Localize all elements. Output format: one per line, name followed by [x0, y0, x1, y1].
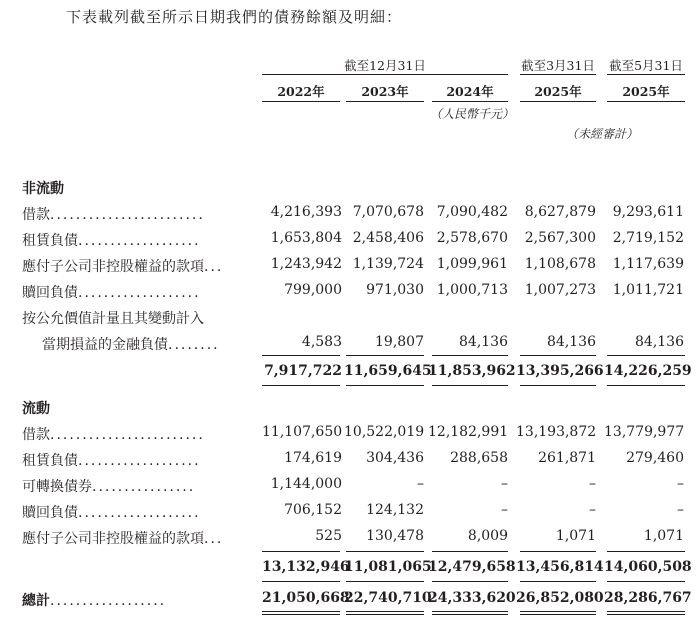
row-label — [22, 230, 201, 250]
year-header-rule — [607, 101, 685, 102]
row-label — [22, 256, 223, 276]
row-label — [22, 204, 205, 224]
value-cell: 10,522,019 — [344, 424, 425, 440]
section-title-current: 流動 — [22, 401, 50, 417]
value-cell: – — [677, 476, 684, 492]
value-cell: 174,619 — [284, 450, 342, 466]
value-cell: 1,144,000 — [270, 476, 342, 492]
value-cell: 2,458,406 — [352, 230, 424, 246]
value-cell: – — [589, 502, 596, 518]
value-cell: 8,009 — [467, 528, 508, 544]
section-title-noncurrent: 非流動 — [22, 181, 64, 197]
subtotal-rule — [346, 551, 424, 552]
value-cell: 1,011,721 — [612, 282, 684, 298]
intro-text: 下表載列截至所示日期我們的債務餘額及明細： — [66, 8, 403, 26]
value-cell: 1,000,713 — [436, 282, 508, 298]
value-cell: 4,216,393 — [270, 204, 342, 220]
year-header: 2024年 — [446, 84, 494, 99]
row-label-text: 借款 — [22, 427, 50, 443]
row-label-text: 贖回負債 — [22, 505, 78, 521]
subtotal-rule — [607, 385, 685, 386]
value-cell: 19,807 — [375, 334, 424, 350]
row-label — [22, 450, 201, 470]
subtotal-rule — [432, 551, 508, 552]
subtotal-rule — [432, 385, 508, 386]
row-label-text: 可轉換債券 — [22, 479, 92, 495]
subtotal-rule — [346, 355, 424, 356]
value-cell: 11,107,650 — [262, 424, 343, 440]
value-cell: 261,871 — [538, 450, 596, 466]
subtotal-value: 11,659,645 — [344, 363, 432, 379]
subtotal-rule — [262, 551, 340, 552]
year-header-rule — [262, 101, 340, 102]
total-value: 28,286,767 — [604, 590, 692, 606]
row-label-text: 租賃負債 — [22, 453, 78, 469]
value-cell: 1,653,804 — [270, 230, 342, 246]
row-label — [22, 528, 223, 548]
group-header-rule — [262, 74, 508, 75]
row-label-text: 應付子公司非控股權益的款項 — [22, 259, 204, 275]
total-value: 21,050,668 — [262, 590, 350, 606]
leader-dots: ........ — [168, 337, 220, 353]
subtotal-value: 14,060,508 — [604, 559, 692, 575]
group-header-december: 截至12月31日 — [344, 58, 426, 73]
value-cell: 12,182,991 — [428, 424, 509, 440]
subtotal-rule — [607, 355, 685, 356]
subtotal-value: 11,853,962 — [428, 363, 516, 379]
row-label — [42, 334, 220, 354]
value-cell: – — [677, 502, 684, 518]
subtotal-rule — [262, 581, 340, 582]
unaudited-note: （未經審計） — [566, 127, 639, 141]
value-cell: – — [501, 476, 508, 492]
total-value: 24,333,620 — [428, 590, 516, 606]
total-double-rule — [432, 611, 508, 615]
subtotal-rule — [520, 581, 596, 582]
value-cell: 84,136 — [547, 334, 596, 350]
subtotal-rule — [520, 385, 596, 386]
leader-dots: .................. — [50, 593, 167, 609]
value-cell: 1,071 — [555, 528, 596, 544]
subtotal-rule — [520, 551, 596, 552]
row-label-text: 當期損益的金融負債 — [42, 337, 168, 353]
value-cell: 84,136 — [635, 334, 684, 350]
row-label: 按公允價值計量且其變動計入 — [22, 311, 204, 327]
value-cell: 1,117,639 — [612, 256, 684, 272]
group-header-rule — [520, 74, 596, 75]
value-cell: 7,070,678 — [352, 204, 424, 220]
subtotal-rule — [520, 355, 596, 356]
year-header: 2025年 — [534, 84, 582, 99]
value-cell: 4,583 — [301, 334, 342, 350]
subtotal-rule — [432, 581, 508, 582]
value-cell: 1,071 — [643, 528, 684, 544]
value-cell: 1,099,961 — [436, 256, 508, 272]
subtotal-value: 7,917,722 — [264, 363, 342, 379]
value-cell: 84,136 — [459, 334, 508, 350]
value-cell: 1,139,724 — [352, 256, 424, 272]
leader-dots: ................... — [78, 233, 201, 249]
year-header: 2025年 — [622, 84, 670, 99]
value-cell: 1,108,678 — [524, 256, 596, 272]
total-value: 26,852,080 — [516, 590, 604, 606]
value-cell: 9,293,611 — [612, 204, 684, 220]
total-value: 22,740,710 — [344, 590, 432, 606]
value-cell: – — [417, 476, 424, 492]
total-double-rule — [607, 611, 685, 615]
row-label-text: 租賃負債 — [22, 233, 78, 249]
row-label — [22, 502, 201, 522]
value-cell: 706,152 — [284, 502, 342, 518]
value-cell: 304,436 — [366, 450, 424, 466]
leader-dots: ... — [204, 531, 224, 547]
row-label-text: 總計 — [22, 593, 50, 609]
year-header-rule — [432, 101, 508, 102]
row-label — [22, 476, 195, 496]
value-cell: 13,779,977 — [604, 424, 685, 440]
value-cell: 8,627,879 — [524, 204, 596, 220]
row-label-text: 應付子公司非控股權益的款項 — [22, 531, 204, 547]
year-header: 2023年 — [361, 84, 409, 99]
row-label-text: 贖回負債 — [22, 285, 78, 301]
year-header: 2022年 — [277, 84, 325, 99]
value-cell: 130,478 — [366, 528, 424, 544]
leader-dots: ................ — [92, 479, 196, 495]
row-label — [22, 424, 205, 444]
value-cell: 1,243,942 — [270, 256, 342, 272]
value-cell: – — [589, 476, 596, 492]
group-header-march: 截至3月31日 — [521, 58, 595, 73]
leader-dots: ... — [204, 259, 224, 275]
value-cell: 2,567,300 — [524, 230, 596, 246]
subtotal-rule — [432, 355, 508, 356]
subtotal-rule — [607, 551, 685, 552]
subtotal-rule — [346, 581, 424, 582]
group-header-may: 截至5月31日 — [609, 58, 683, 73]
subtotal-rule — [346, 385, 424, 386]
row-label-text: 借款 — [22, 207, 50, 223]
value-cell: 1,007,273 — [524, 282, 596, 298]
value-cell: 7,090,482 — [436, 204, 508, 220]
row-label — [22, 282, 201, 302]
group-header-rule — [607, 74, 685, 75]
value-cell: 2,578,670 — [436, 230, 508, 246]
leader-dots: ........................ — [50, 207, 205, 223]
leader-dots: ................... — [78, 453, 201, 469]
subtotal-value: 13,456,814 — [516, 559, 604, 575]
value-cell: – — [501, 502, 508, 518]
leader-dots: ................... — [78, 285, 201, 301]
value-cell: 525 — [315, 528, 342, 544]
subtotal-value: 14,226,259 — [604, 363, 692, 379]
total-double-rule — [262, 611, 340, 615]
value-cell: 2,719,152 — [612, 230, 684, 246]
leader-dots: ........................ — [50, 427, 205, 443]
subtotal-rule — [262, 385, 340, 386]
value-cell: 971,030 — [366, 282, 424, 298]
leader-dots: ................... — [78, 505, 201, 521]
subtotal-value: 11,081,065 — [344, 559, 432, 575]
total-label — [22, 590, 166, 610]
value-cell: 288,658 — [450, 450, 508, 466]
currency-unit-note: （人民幣千元） — [430, 107, 515, 121]
year-header-rule — [346, 101, 424, 102]
subtotal-value: 13,132,946 — [262, 559, 350, 575]
subtotal-value: 12,479,658 — [428, 559, 516, 575]
total-double-rule — [346, 611, 424, 615]
value-cell: 124,132 — [366, 502, 424, 518]
value-cell: 279,460 — [626, 450, 684, 466]
value-cell: 13,193,872 — [516, 424, 597, 440]
value-cell: 799,000 — [284, 282, 342, 298]
subtotal-rule — [607, 581, 685, 582]
subtotal-rule — [262, 355, 340, 356]
subtotal-value: 13,395,266 — [516, 363, 604, 379]
total-double-rule — [520, 611, 596, 615]
year-header-rule — [520, 101, 596, 102]
